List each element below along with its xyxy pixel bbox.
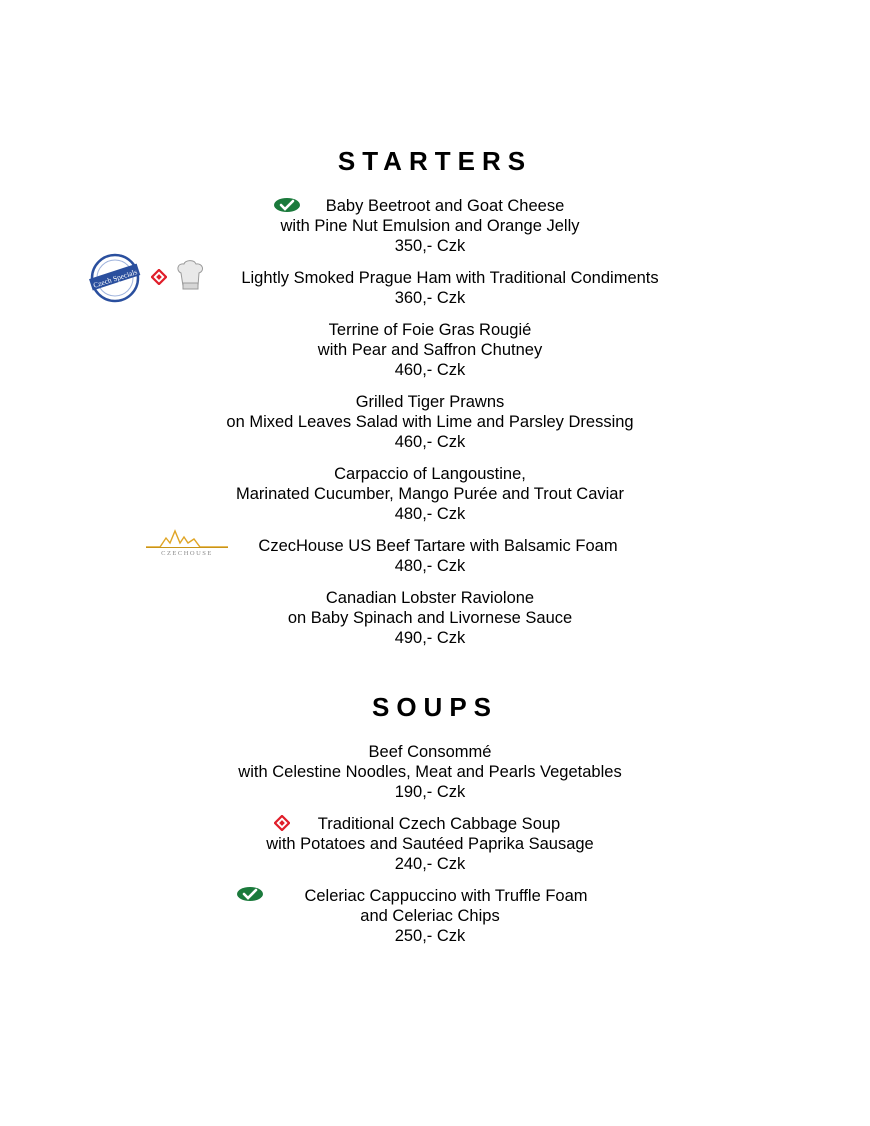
menu-item-description: with Celestine Noodles, Meat and Pearls Vegetables [238, 763, 622, 781]
menu-item-name: Beef Consommé [368, 743, 492, 761]
menu-item-name: Lightly Smoked Prague Ham with Traditional Condiments [241, 269, 659, 287]
menu-item-name: Baby Beetroot and Goat Cheese [325, 197, 565, 215]
menu-item-description: Marinated Cucumber, Mango Purée and Trout Caviar [236, 485, 624, 503]
menu-item-name: CzecHouse US Beef Tartare with Balsamic Foam [258, 537, 618, 555]
menu-item-price: 250,- Czk [394, 927, 466, 945]
soups-heading: SOUPS [371, 692, 499, 722]
menu-item-description: on Mixed Leaves Salad with Lime and Parsley Dressing [226, 413, 634, 431]
svg-text:CZECHOUSE: CZECHOUSE [161, 550, 213, 557]
menu-item-price: 360,- Czk [394, 289, 466, 307]
menu-item-description: on Baby Spinach and Livornese Sauce [287, 609, 573, 627]
menu-item-description: with Pine Nut Emulsion and Orange Jelly [280, 217, 580, 235]
menu-item-description: with Pear and Saffron Chutney [317, 341, 543, 359]
svg-text:Czech Specials: Czech Specials [92, 267, 139, 290]
menu-item-name: Traditional Czech Cabbage Soup [317, 815, 561, 833]
menu-item-name: Grilled Tiger Prawns [355, 393, 505, 411]
menu-item-price: 460,- Czk [394, 433, 466, 451]
menu-item-description: and Celeriac Chips [360, 907, 500, 925]
menu-item-price: 460,- Czk [394, 361, 466, 379]
menu-item-price: 190,- Czk [394, 783, 466, 801]
menu-item-name: Terrine of Foie Gras Rougié [328, 321, 532, 339]
menu-item-description: with Potatoes and Sautéed Paprika Sausage [266, 835, 594, 853]
menu-item-price: 350,- Czk [394, 237, 466, 255]
menu-item-price: 480,- Czk [394, 557, 466, 575]
menu-item-name: Carpaccio of Langoustine, [334, 465, 526, 483]
menu-item-price: 480,- Czk [394, 505, 466, 523]
starters-heading: STARTERS [337, 146, 533, 176]
menu-item-price: 240,- Czk [394, 855, 466, 873]
menu-item-name: Celeriac Cappuccino with Truffle Foam [304, 887, 588, 905]
menu-item-price: 490,- Czk [394, 629, 466, 647]
menu-item-name: Canadian Lobster Raviolone [325, 589, 535, 607]
